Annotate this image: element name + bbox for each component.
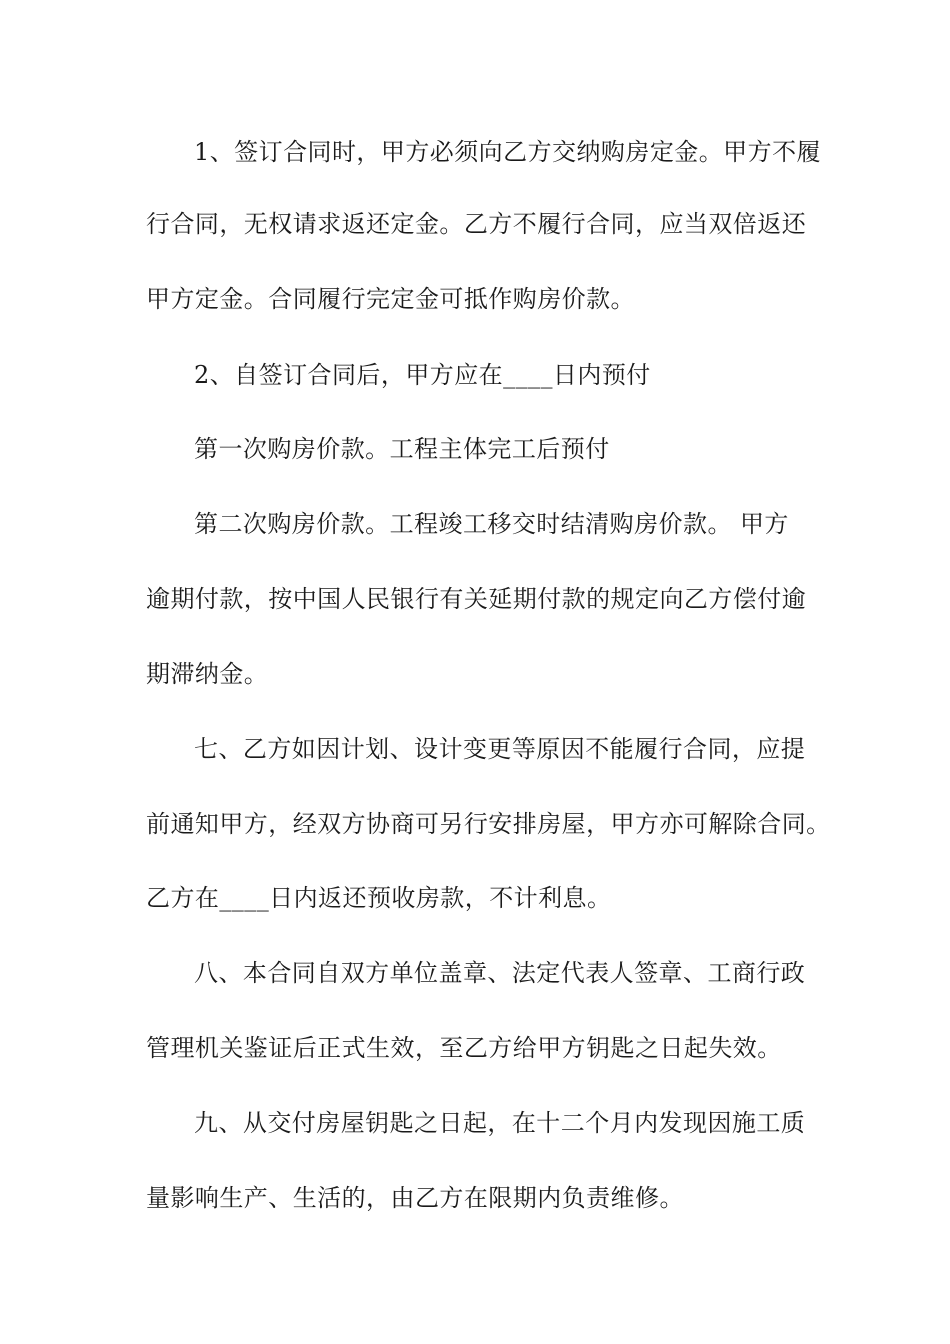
clause-9-line-2: 量影响生产、生活的，由乙方在限期内负责维修。 [146,1184,684,1212]
clause-8-line-1: 八、本合同自双方单位盖章、法定代表人签章、工商行政 [194,959,806,987]
clause-1-line-3: 甲方定金。合同履行完定金可抵作购房价款。 [146,285,635,313]
clause-2-line-4: 逾期付款，按中国人民银行有关延期付款的规定向乙方偿付逾 [146,585,807,613]
clause-8-line-2: 管理机关鉴证后正式生效，至乙方给甲方钥匙之日起失效。 [146,1034,782,1062]
clause-7-line-1: 七、乙方如因计划、设计变更等原因不能履行合同，应提 [194,735,806,763]
clause-2-line-2: 第一次购房价款。工程主体完工后预付 [194,435,610,463]
clause-7-line-3: 乙方在____日内返还预收房款，不计利息。 [146,884,612,912]
clause-9-line-1: 九、从交付房屋钥匙之日起，在十二个月内发现因施工质 [194,1109,806,1137]
clause-1-line-1: 1、签订合同时，甲方必须向乙方交纳购房定金。甲方不履 [194,138,821,166]
clause-2-line-1: 2、自签订合同后，甲方应在____日内预付 [194,361,651,389]
clause-1-line-2: 行合同，无权请求返还定金。乙方不履行合同，应当双倍返还 [146,210,807,238]
clause-2-line-3: 第二次购房价款。工程竣工移交时结清购房价款。 甲方 [194,510,789,538]
clause-2-line-5: 期滞纳金。 [146,660,269,688]
clause-7-line-2: 前通知甲方，经双方协商可另行安排房屋，甲方亦可解除合同。 [146,810,831,838]
